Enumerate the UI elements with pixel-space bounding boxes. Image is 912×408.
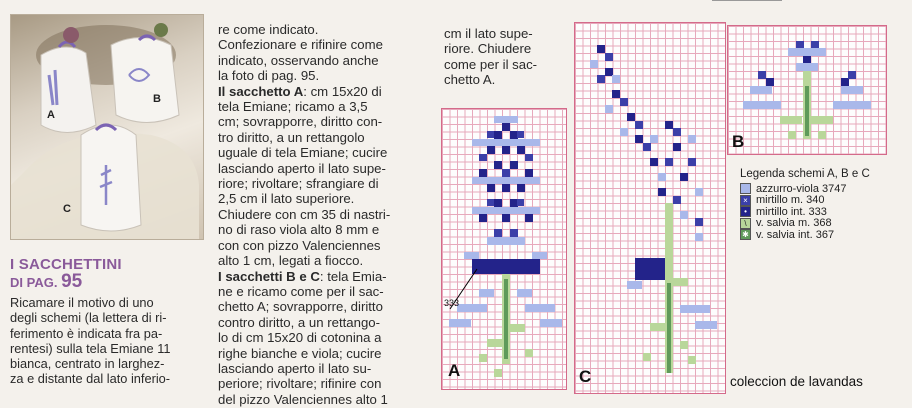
chart-b-motif <box>728 26 886 154</box>
chart-a-letter: A <box>448 361 461 380</box>
legend-swatch-icon: • <box>740 206 751 217</box>
chart-c <box>574 22 726 394</box>
top-rule <box>712 0 782 4</box>
photo-label-c: C <box>63 203 71 215</box>
legend-swatch-icon: ✱ <box>740 229 751 240</box>
sachets-illustration <box>11 15 203 239</box>
legend-label: mirtillo m. 340 <box>756 194 825 207</box>
legend-label: v. salvia m. 368 <box>756 217 832 230</box>
sacchetti-bc-heading: I sacchetti B e C <box>218 268 320 284</box>
col3-line: riore. Chiudere <box>444 41 532 57</box>
sacchetto-a-heading: Il sacchetto A <box>218 83 304 99</box>
sacchetto-a-line: uguale di tela Emiane; cucire <box>218 145 388 161</box>
col3-line: chetto A. <box>444 72 496 88</box>
legend-row <box>740 183 870 195</box>
col2-line: la foto di pag. 95. <box>218 68 320 84</box>
sacchetti-bc-line: periore; rivoltare; rifinire con <box>218 376 382 392</box>
title-line1: I SACCHETTINI <box>10 256 122 273</box>
column-1 <box>10 295 171 387</box>
legend-row <box>740 195 870 207</box>
legend-label: mirtillo int. 333 <box>756 205 827 218</box>
col1-line: bianca, centrato in larghez- <box>10 356 165 372</box>
sacchetto-a-line: lasciando aperto il lato supe- <box>218 160 386 176</box>
chart-b <box>727 25 887 155</box>
sacchetto-a-line: riore; rivoltare; sfrangiare di <box>218 176 379 192</box>
photo-label-b: B <box>153 93 161 105</box>
col1-line: za e distante dal lato inferio- <box>10 371 171 387</box>
sacchetto-a-line: 2,5 cm il lato superiore. <box>218 191 355 207</box>
sacchetti-bc-line: del pizzo Valenciennes alto 1 <box>218 391 388 407</box>
sacchetto-a-line: con con pizzo Valenciennes <box>218 237 381 253</box>
sacchetto-a-line: cm; sovrapporre, diritto con- <box>218 114 383 130</box>
sacchetto-a-first-line <box>218 84 390 99</box>
legend-title: Legenda schemi A, B e C <box>740 168 870 180</box>
sacchetti-bc-line: chetto A; sovrapporre, diritto <box>218 299 383 315</box>
sacchetto-a-line: Chiudere con cm 35 di nastri- <box>218 206 391 222</box>
col3-line: cm il lato supe- <box>444 26 533 41</box>
col2-line: re come indicato. <box>218 22 319 37</box>
sachets-photo <box>10 14 204 240</box>
col1-line: degli schemi (la lettera di ri- <box>10 310 167 326</box>
legend-swatch-icon <box>740 183 751 194</box>
legend-swatch-icon: × <box>740 195 751 206</box>
legend-row <box>740 218 870 230</box>
annotation-333: 333 <box>444 298 460 308</box>
chart-b-letter: B <box>732 132 745 151</box>
legend-label: v. salvia int. 367 <box>756 228 835 241</box>
legend <box>740 168 870 241</box>
chart-c-motif <box>575 23 725 393</box>
chart-c-letter: C <box>579 367 592 386</box>
page-number: 95 <box>61 271 83 292</box>
title-line2 <box>10 273 122 292</box>
sacchetti-bc-line: lo di cm 15x20 di cotonina a <box>218 330 382 346</box>
column-2 <box>218 22 390 407</box>
sacchetti-bc-line: righe bianche e viola; cucire <box>218 345 382 361</box>
sacchetto-a-line: no di raso viola alto 8 mm e <box>218 222 380 238</box>
legend-label: azzurro-viola 3747 <box>756 182 847 195</box>
col1-line: ferimento è indicata fra pa- <box>10 325 163 341</box>
sacchetti-bc-line: contro diritto, a un rettango- <box>218 314 381 330</box>
photo-label-a: A <box>47 109 55 121</box>
section-title <box>10 256 122 292</box>
legend-row <box>740 229 870 241</box>
col2-line: Confezionare e rifinire come <box>218 37 383 53</box>
col2-line: indicato, osservando anche <box>218 52 379 68</box>
chart-a <box>441 108 567 390</box>
sacchetto-a-line: tela Emiane; ricamo a 3,5 <box>218 99 368 115</box>
sacchetti-bc-first-rest: : tela Emia- <box>319 268 387 284</box>
sacchetto-a-line: alto 1 cm, legati a fiocco. <box>218 253 364 269</box>
col3-line: come per il sac- <box>444 56 538 72</box>
title-prefix: DI PAG. <box>10 275 58 290</box>
legend-swatch-icon: \ <box>740 218 751 229</box>
chart-a-motif <box>442 109 566 389</box>
sacchetto-a-first-rest: : cm 15x20 di <box>303 83 382 99</box>
sacchetti-bc-line: ne e ricamo come per il sac- <box>218 283 384 299</box>
sacchetti-bc-line: lasciando aperto il lato su- <box>218 360 372 376</box>
col1-line: Ricamare il motivo di uno <box>10 295 154 310</box>
sacchetti-bc-first-line <box>218 269 390 284</box>
column-3 <box>444 26 537 88</box>
legend-row <box>740 206 870 218</box>
col1-line: rentesi) sulla tela Emiane 11 <box>10 340 171 356</box>
sacchetto-a-line: tro diritto, a un rettangolo <box>218 129 365 145</box>
footer-caption: coleccion de lavandas <box>730 374 863 389</box>
